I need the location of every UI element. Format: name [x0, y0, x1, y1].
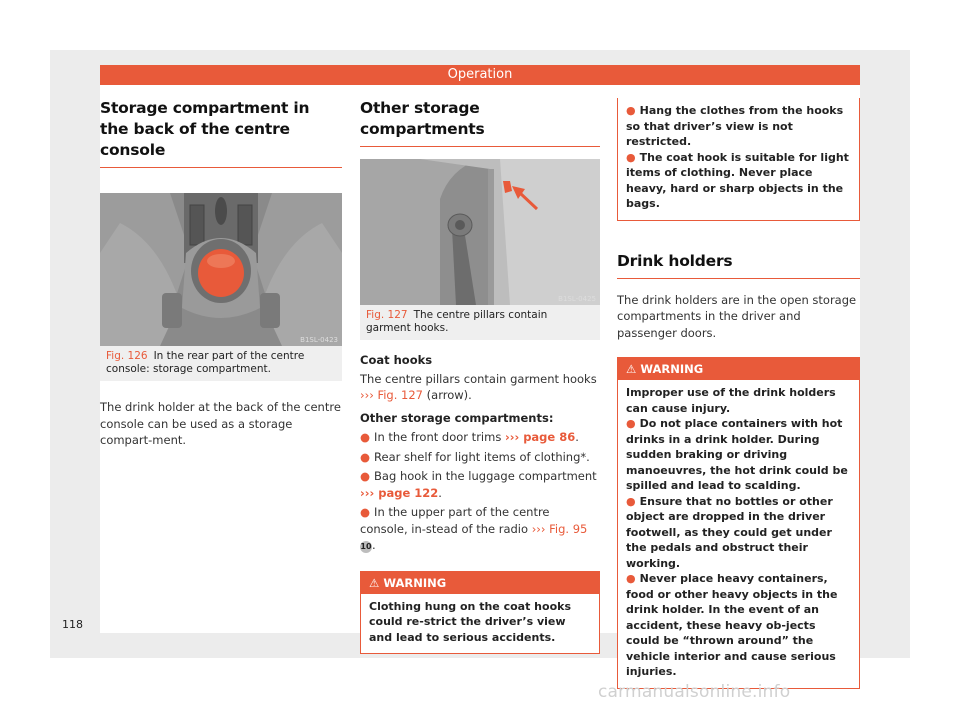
subheading-other-compartments: Other storage compartments:	[360, 410, 554, 425]
figure-link[interactable]: ››› Fig. 95	[531, 521, 588, 536]
warning-intro: Improper use of the drink holders can cause injury.	[626, 386, 836, 415]
warning-header: ⚠ WARNING	[618, 358, 859, 380]
caption-text: In the rear part of the centre console: storage compartment.	[106, 350, 305, 375]
list-item: ● In the front door trims ››› page 86.	[360, 430, 579, 444]
figure-code: B1SL-0423	[300, 336, 338, 344]
figure-127-caption	[360, 305, 600, 340]
warning-bullet: ● Ensure that no bottles or other object are dropped in the driver footwell, as they could get under the pedals and obstruct their working.	[626, 494, 833, 570]
warning-box	[617, 357, 860, 689]
section-header: Operation	[100, 65, 860, 85]
coat-hooks-paragraph: The centre pillars contain garment hooks ››› Fig. 127 (arrow).	[360, 371, 597, 402]
warning-continuation-box	[617, 98, 860, 221]
section-heading-other-storage: Other storage compartments	[360, 99, 485, 138]
figure-127-image	[360, 159, 600, 305]
bullet-icon: ●	[360, 505, 371, 519]
bullet-icon: ●	[626, 572, 636, 585]
column-left	[100, 98, 342, 449]
warning-triangle-icon: ⚠	[369, 575, 380, 590]
heading-rule	[360, 146, 600, 147]
list-item: ● Bag hook in the luggage compartment ››› page 122.	[360, 469, 597, 500]
body-paragraph: The drink holders are in the open storage compartments in the driver and passenger doors.	[617, 292, 857, 340]
heading-rule	[100, 167, 342, 168]
storage-bullet-list	[360, 429, 600, 501]
figure-number: Fig. 126	[106, 350, 148, 362]
warning-bullet: ● Hang the clothes from the hooks so that driver’s view is not restricted.	[626, 104, 844, 148]
bullet-icon: ●	[626, 494, 636, 508]
bullet-icon: ●	[360, 469, 371, 483]
warning-bullet: ● The coat hook is suitable for light items of clothing. Never place heavy, hard or sharp objects in the bags.	[626, 150, 849, 210]
warning-text: Clothing hung on the coat hooks could re-strict the driver’s view and lead to serious accidents.	[369, 599, 571, 644]
warning-continuation-list	[618, 98, 859, 220]
warning-bullet: ● Never place heavy containers, food or other heavy objects in the drink holder. In the event of an accident, these heavy ob-jects could be “thrown around” the vehicle interior and cause serious injuries.	[626, 572, 838, 678]
watermark: carmanualsonline.info	[598, 682, 791, 702]
warning-bullet: ● Do not place containers with hot drinks in a drink holder. During sudden braking or driving manoeuvres, the hot drink could be spilled and lead to scalding.	[626, 417, 848, 492]
figure-code: B1SL-0425	[558, 295, 596, 303]
warning-box	[360, 571, 600, 655]
callout-number-icon: 10	[360, 542, 372, 551]
warning-body	[618, 380, 859, 688]
figure-link[interactable]: ››› Fig. 127	[360, 388, 423, 402]
warning-bullet-list	[626, 416, 851, 680]
figure-number: Fig. 127	[366, 309, 408, 321]
centre-pillar-illustration	[360, 159, 600, 305]
list-item: ● In the upper part of the centre console, in-stead of the radio ››› Fig. 95 10.	[360, 505, 588, 552]
page-number: 118	[62, 618, 83, 631]
subheading-coat-hooks: Coat hooks	[360, 353, 433, 367]
page-link[interactable]: ››› page 122	[360, 485, 439, 500]
warning-header: ⚠ WARNING	[361, 572, 599, 594]
column-right	[617, 98, 860, 689]
warning-triangle-icon: ⚠	[626, 362, 637, 376]
section-heading-storage-back: Storage compartment in the back of the centre console	[100, 99, 310, 159]
body-paragraph: The drink holder at the back of the centre console can be used as a storage compart-ment.	[100, 400, 341, 447]
centre-console-illustration	[100, 193, 342, 346]
page-link[interactable]: ››› page 86	[504, 430, 576, 444]
figure-126-image	[100, 193, 342, 346]
heading-rule	[617, 278, 860, 279]
bullet-icon: ●	[360, 449, 371, 464]
bullet-icon: ●	[626, 104, 636, 117]
list-item: ● Rear shelf for light items of clothing*.	[360, 449, 590, 464]
caption-text: The centre pillars contain garment hooks.	[366, 309, 548, 334]
bullet-icon: ●	[360, 430, 371, 444]
section-heading-drink-holders: Drink holders	[617, 251, 733, 270]
bullet-icon: ●	[626, 417, 636, 430]
figure-126-caption	[100, 346, 342, 381]
column-middle	[360, 98, 600, 654]
bullet-icon: ●	[626, 150, 636, 164]
